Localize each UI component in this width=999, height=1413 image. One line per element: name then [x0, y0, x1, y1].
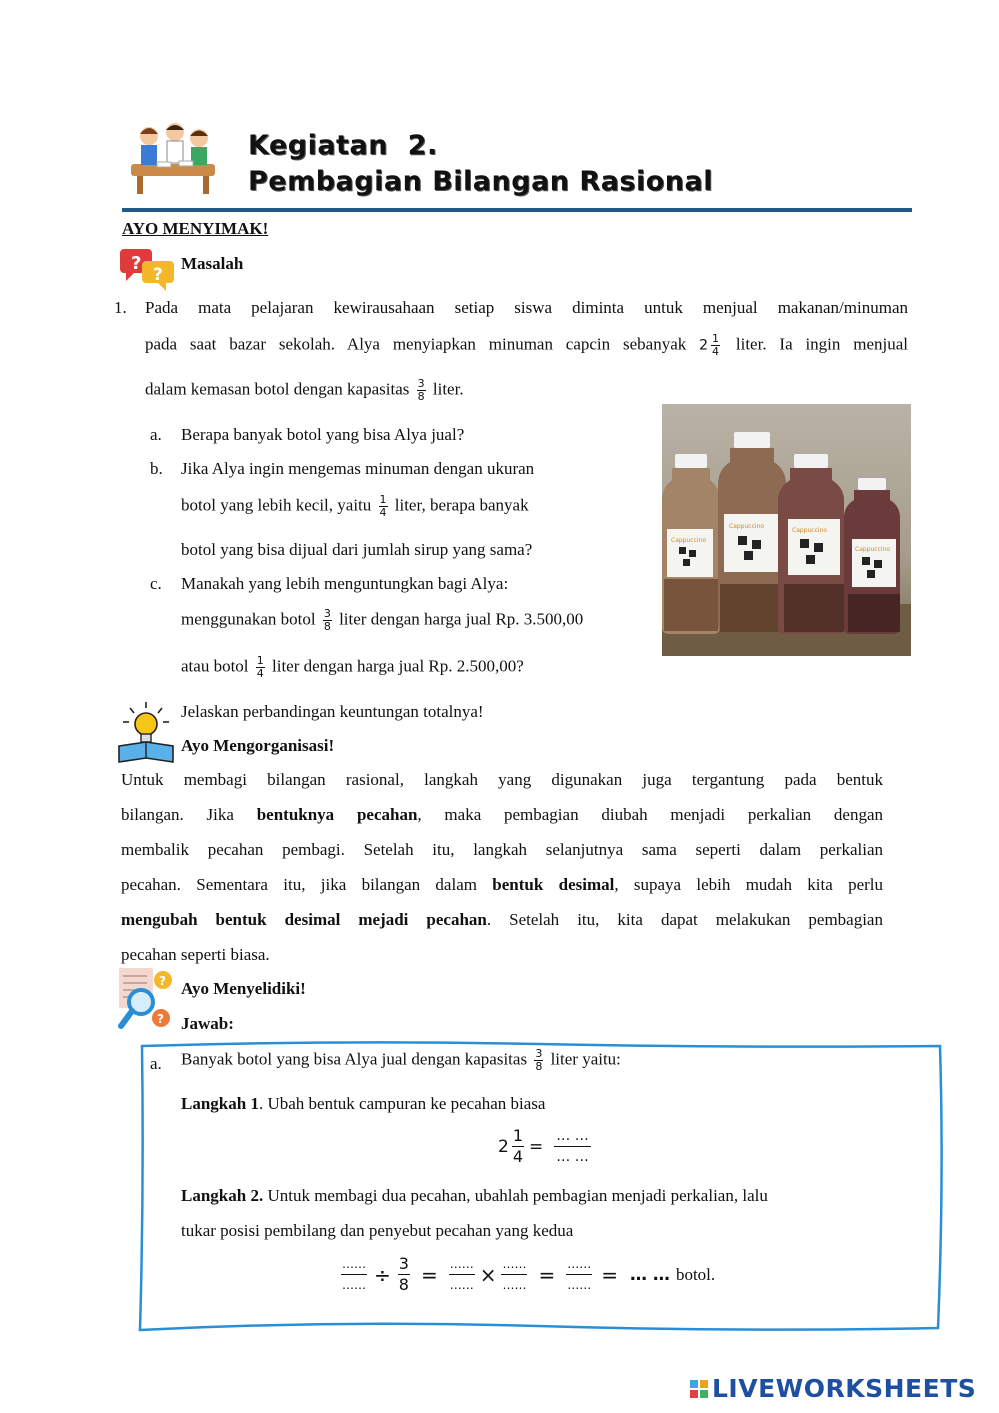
problem-line-2: [145, 333, 908, 358]
sub-b-line-3: botol yang bisa dijual dari jumlah sirup yang sama?: [181, 540, 533, 559]
fraction-denominator: 8: [417, 390, 425, 403]
sub-b-label: b.: [150, 459, 163, 478]
eq2-blank-denominator[interactable]: ……: [567, 1278, 592, 1292]
fraction-denominator: 4: [712, 345, 720, 358]
sub-c-label: c.: [150, 574, 162, 593]
eq2-blank-denominator[interactable]: ……: [342, 1278, 366, 1292]
sub-c-line-4: Jelaskan perbandingan keuntungan totalnya!: [181, 702, 484, 721]
fraction-numerator: 3: [398, 1254, 409, 1273]
bottle-1: [662, 454, 720, 634]
eq2-blank-numerator[interactable]: ……: [449, 1254, 475, 1275]
organize-line-4-post: , supaya lebih mudah kita perlu: [614, 875, 884, 894]
answer-a-pre: Banyak botol yang bisa Alya jual dengan kapasitas: [181, 1049, 528, 1069]
bottle-2: [718, 432, 786, 632]
eq2-blank-numerator[interactable]: ……: [501, 1254, 527, 1275]
sub-c-line-3-pre: atau botol: [181, 656, 249, 676]
sub-c-line-2: [181, 608, 583, 633]
bottle-label: Cappuccino: [671, 537, 707, 544]
fraction-denominator: 8: [535, 1060, 543, 1073]
magnifier-question-icon: [115, 966, 177, 1036]
sub-b-line-2-pre: botol yang lebih kecil, yaitu: [181, 495, 372, 515]
step-2-text: Untuk membagi dua pecahan, ubahlah pembagian menjadi perkalian, lalu: [263, 1186, 768, 1205]
title-divider: [122, 208, 912, 212]
organize-line-1: Untuk membagi bilangan rasional, langkah yang digunakan juga tergantung pada bentuk: [121, 770, 883, 789]
step-2-line-2: tukar posisi pembilang dan penyebut pecahan yang kedua: [181, 1221, 574, 1240]
problem-line-2-pre: pada saat bazar sekolah. Alya menyiapkan minuman capcin sebanyak: [145, 334, 687, 354]
svg-text:?: ?: [159, 974, 166, 988]
organize-line-5-bold: mengubah bentuk desimal mejadi pecahan: [121, 910, 487, 929]
equation-2: [338, 1254, 715, 1295]
eq1-answer-fraction[interactable]: [554, 1126, 590, 1167]
eq2-blank-numerator[interactable]: ……: [566, 1254, 592, 1275]
small-bottle-fraction-2: [256, 655, 265, 680]
organize-line-2-pre: bilangan. Jika: [121, 805, 234, 824]
liveworksheets-badge-icon: [690, 1380, 708, 1398]
answer-a-label: a.: [150, 1054, 162, 1073]
eq1-fraction: [512, 1126, 524, 1167]
step-1-label: Langkah 1: [181, 1094, 259, 1113]
svg-text:?: ?: [153, 265, 163, 285]
answer-capacity-fraction: [534, 1048, 543, 1073]
eq2-input-fraction-3[interactable]: [501, 1254, 527, 1295]
page-title: Pembagian Bilangan Rasional: [248, 166, 713, 197]
step-1: [181, 1094, 545, 1114]
fraction-denominator: 4: [256, 667, 264, 680]
liveworksheets-text: LIVEWORKSHEETS: [712, 1374, 977, 1403]
eq2-unit: botol.: [675, 1264, 716, 1284]
sub-c-line-1: Manakah yang lebih menguntungkan bagi Alya:: [181, 574, 509, 593]
eq1-whole: 2: [498, 1136, 509, 1157]
fraction-denominator: 8: [398, 1275, 409, 1294]
organize-line-4-bold: bentuk desimal: [492, 875, 615, 894]
answer-a-text: [181, 1048, 621, 1073]
sub-c-line-2-pre: menggunakan botol: [181, 609, 316, 629]
capacity-fraction: [417, 378, 426, 403]
equals-sign-2: =: [538, 1262, 556, 1287]
problem-line-3-post: liter.: [432, 379, 464, 399]
mixed-fraction: [711, 333, 720, 358]
fraction-numerator: 3: [323, 607, 331, 620]
sub-b-line-2: [181, 494, 529, 519]
eq2-blank-numerator[interactable]: ……: [341, 1254, 367, 1275]
fraction-numerator: 3: [417, 377, 425, 390]
equals-sign-3: =: [601, 1262, 619, 1287]
fraction-denominator: 4: [512, 1147, 524, 1166]
masalah-label: Masalah: [181, 254, 244, 273]
bottle-label: Cappuccino: [729, 523, 765, 530]
sub-a-label: a.: [150, 425, 162, 444]
jawab-label: Jawab:: [181, 1014, 234, 1033]
step-2-label: Langkah 2.: [181, 1186, 264, 1205]
organize-label: Ayo Mengorganisasi!: [181, 736, 335, 755]
question-bubbles-icon: [120, 245, 176, 291]
divide-sign: ÷: [374, 1262, 391, 1287]
sub-b-line-1: Jika Alya ingin mengemas minuman dengan ukuran: [181, 459, 535, 478]
fraction-numerator: 1: [256, 654, 264, 667]
eq2-divisor-fraction: [398, 1254, 410, 1295]
organize-line-5: [121, 902, 883, 937]
svg-text:?: ?: [131, 253, 142, 274]
students-illustration: [127, 120, 219, 196]
lightbulb-book-icon: [115, 700, 177, 766]
answer-a-post: liter yaitu:: [550, 1049, 621, 1069]
step-1-text: . Ubah bentuk campuran ke pecahan biasa: [258, 1094, 546, 1113]
organize-line-2: [121, 797, 883, 832]
eq1-answer-numerator-input[interactable]: … …: [554, 1126, 590, 1147]
organize-line-4-pre: pecahan. Sementara itu, jika bilangan dalam: [121, 875, 477, 894]
bottle-label: Cappuccino: [792, 527, 828, 534]
svg-text:?: ?: [157, 1012, 164, 1026]
eq2-blank-denominator[interactable]: ……: [449, 1278, 474, 1292]
eq2-result-input[interactable]: … …: [630, 1264, 670, 1285]
organize-line-3: membalik pecahan pembagi. Setelah itu, langkah selanjutnya sama seperti dalam perkalian: [121, 840, 883, 859]
small-bottle-fraction: [379, 494, 388, 519]
bottles-photo: [662, 404, 911, 656]
sub-a-text: Berapa banyak botol yang bisa Alya jual?: [181, 425, 465, 444]
times-sign: ×: [479, 1262, 497, 1287]
fraction-numerator: 1: [712, 332, 720, 345]
problem-line-3-pre: dalam kemasan botol dengan kapasitas: [145, 379, 410, 399]
eq2-input-fraction-1[interactable]: [341, 1254, 367, 1295]
step-2: [181, 1186, 768, 1206]
problem-number: 1.: [114, 298, 127, 317]
fraction-numerator: 1: [512, 1126, 524, 1145]
fraction-numerator: 1: [379, 493, 387, 506]
equals-sign-1: =: [420, 1262, 438, 1287]
sub-b-line-2-post: liter, berapa banyak: [394, 495, 529, 515]
organize-line-5-post: . Setelah itu, kita dapat melakukan pembagian: [486, 910, 883, 929]
organize-paragraph: [121, 762, 883, 972]
problem-line-3: [145, 378, 464, 403]
large-bottle-fraction: [323, 608, 332, 633]
eq2-blank-denominator[interactable]: ……: [502, 1278, 527, 1292]
fraction-denominator: 8: [323, 620, 331, 633]
fraction-numerator: 3: [535, 1047, 543, 1060]
eq2-input-fraction-4[interactable]: [566, 1254, 592, 1295]
organize-line-6: pecahan seperti biasa.: [121, 945, 270, 964]
bottle-4: [844, 478, 900, 634]
eq1-answer-denominator-input[interactable]: … …: [556, 1149, 589, 1165]
liveworksheets-logo[interactable]: [690, 1374, 976, 1403]
equation-1: [498, 1126, 594, 1167]
eq1-equals: =: [529, 1136, 544, 1157]
bottle-3: [778, 454, 844, 634]
sub-c-line-3-post: liter dengan harga jual Rp. 2.500,00?: [272, 656, 524, 676]
bottle-label: Cappuccino: [855, 546, 891, 553]
section-heading: AYO MENYIMAK!: [122, 219, 269, 238]
sub-c-line-2-post: liter dengan harga jual Rp. 3.500,00: [339, 609, 584, 629]
problem-line-2-post: liter. Ia ingin menjual: [735, 334, 909, 354]
investigate-label: Ayo Menyelidiki!: [181, 979, 306, 998]
eq2-input-fraction-2[interactable]: [449, 1254, 475, 1295]
problem-line-1: Pada mata pelajaran kewirausahaan setiap siswa diminta untuk menjual makanan/minuman: [145, 298, 908, 317]
activity-number: Kegiatan 2.: [248, 130, 438, 161]
mixed-whole: 2: [699, 337, 709, 354]
fraction-denominator: 4: [379, 506, 387, 519]
organize-line-4: [121, 867, 883, 902]
organize-line-2-bold: bentuknya pecahan: [256, 805, 418, 824]
sub-c-line-3: [181, 655, 524, 680]
organize-line-2-post: , maka pembagian diubah menjadi perkalian dengan: [417, 805, 883, 824]
